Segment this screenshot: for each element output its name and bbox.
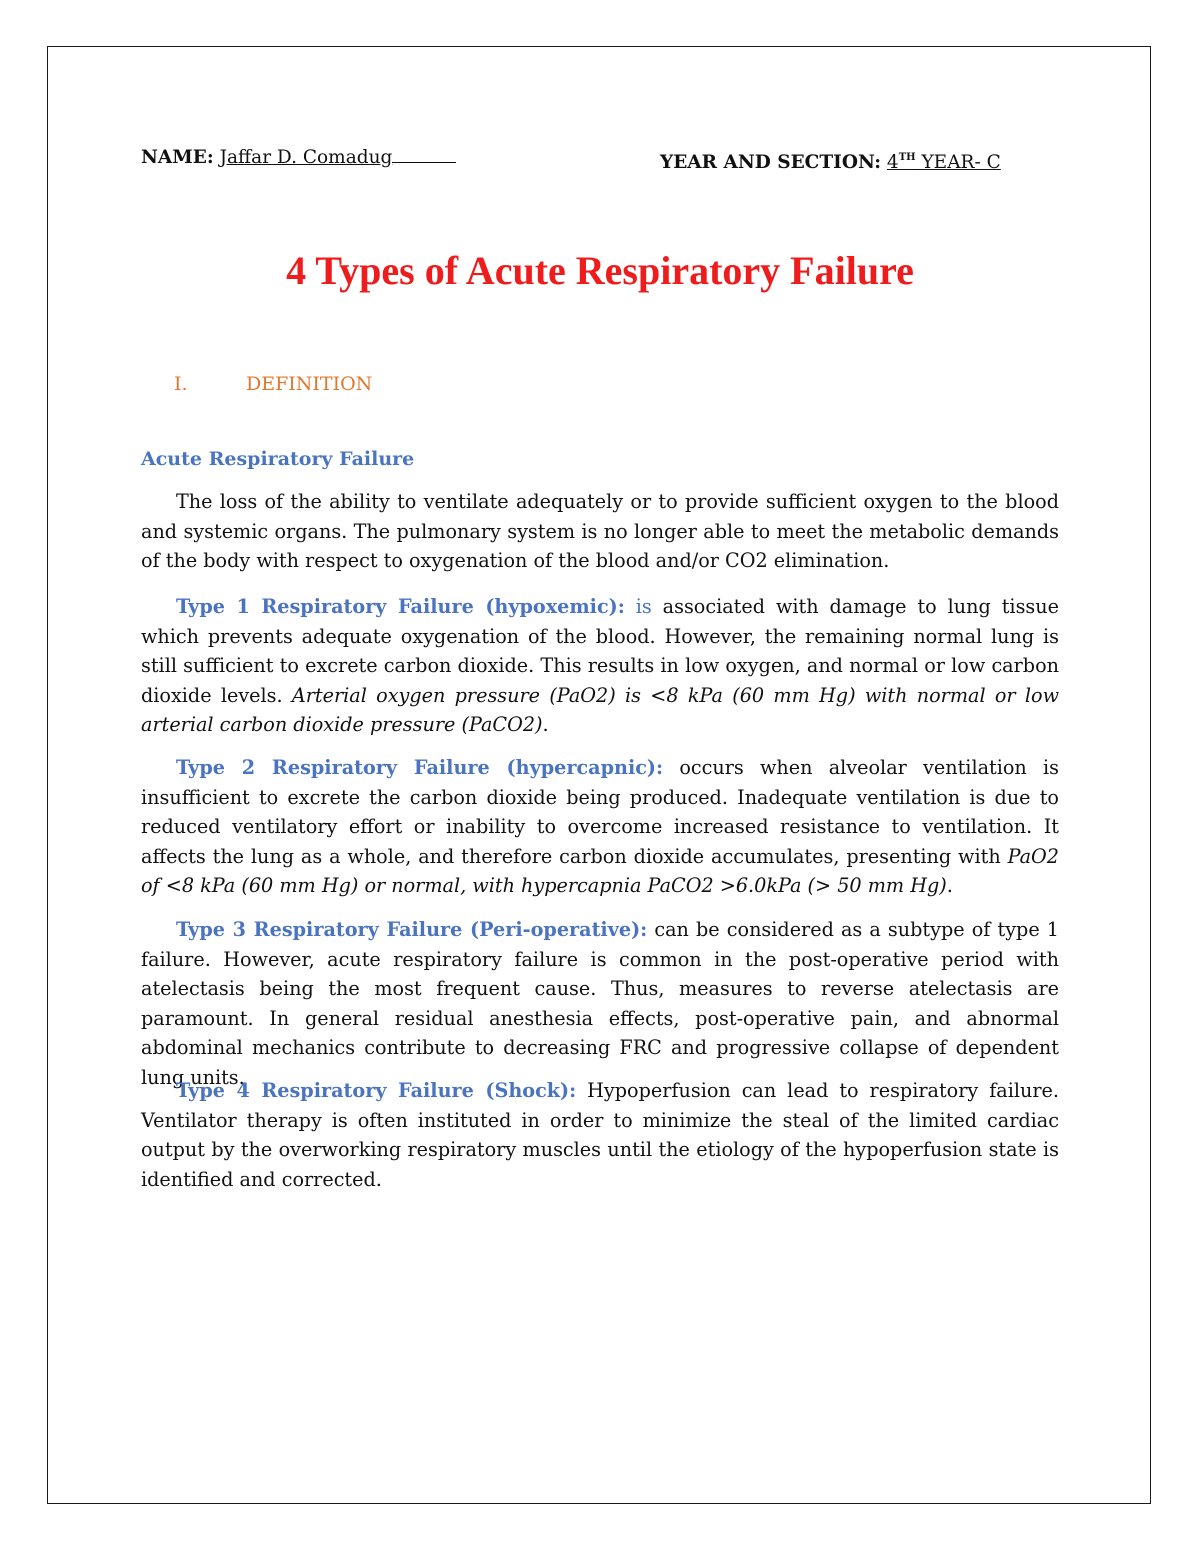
type-4-paragraph — [141, 1076, 1059, 1194]
type-1-tail: . — [542, 713, 549, 736]
name-label: NAME: — [141, 147, 214, 168]
definition-paragraph — [141, 487, 1059, 576]
type-2-tail: . — [946, 874, 953, 897]
type-1-body: associated with damage to lung tissue which prevents adequate oxygenation of the blood. However, the remaining normal lung is still sufficient to excrete carbon dioxide. This results in low oxygen, and normal or low carbon dioxide levels. — [141, 595, 1059, 707]
type-1-italic: Arterial oxygen pressure (PaO2) is <8 kPa (60 mm Hg) with normal or low arterial carbon dioxide pressure (PaCO2) — [141, 683, 1059, 736]
type-3-paragraph — [141, 915, 1059, 1092]
type-2-body: occurs when alveolar ventilation is insufficient to excrete the carbon dioxide being produced. Inadequate ventilation is due to reduced ventilatory effort or inability to overcome increased resistance to ventilation. It affects the lung as a whole, and therefore carbon dioxide accumulates, presenting with — [141, 756, 1060, 868]
type-1-heading: Type 1 Respiratory Failure (hypoxemic): — [176, 595, 625, 618]
year-number: 4 — [886, 152, 899, 173]
year-rest: YEAR- C — [915, 152, 1001, 173]
type-3-heading: Type 3 Respiratory Failure (Peri-operative): — [176, 918, 648, 941]
page-title: 4 Types of Acute Respiratory Failure — [286, 248, 914, 293]
definition-text: The loss of the ability to ventilate adequately or to provide sufficient oxygen to the blood and systemic organs. The pulmonary system is no longer able to meet the metabolic demands of the body with respect to oxygenation of the blood and/or CO2 elimination. — [141, 490, 1059, 572]
name-field — [141, 143, 456, 173]
type-4-heading: Type 4 Respiratory Failure (Shock): — [176, 1079, 577, 1102]
year-superscript: TH — [898, 152, 916, 163]
type-2-paragraph — [141, 753, 1059, 901]
section-heading — [174, 370, 372, 400]
year-section-field — [660, 143, 1001, 178]
subheading: Acute Respiratory Failure — [141, 448, 415, 470]
type-2-italic: PaO2 of <8 kPa (60 mm Hg) or normal, with hypercapnia PaCO2 >6.0kPa (> 50 mm Hg) — [141, 844, 1059, 897]
year-value — [887, 152, 1001, 173]
type-2-heading: Type 2 Respiratory Failure (hypercapnic): — [176, 756, 664, 779]
header-row — [141, 143, 1059, 173]
name-underline — [392, 143, 456, 163]
type-4-body: Hypoperfusion can lead to respiratory failure. Ventilator therapy is often instituted in order to minimize the steal of the limited cardiac output by the overworking respiratory muscles until the etiology of the hypoperfusion state is identified and corrected. — [141, 1079, 1059, 1191]
type-1-lead: is — [624, 595, 652, 618]
type-3-body: can be considered as a subtype of type 1 failure. However, acute respiratory failure is common in the post-operative period with atelectasis being the most frequent cause. Thus, measures to reverse atelectasis are paramount. In general residual anesthesia effects, post-operative pain, and abnormal abdominal mechanics contribute to decreasing FRC and progressive collapse of dependent lung units. — [141, 918, 1059, 1089]
section-label: DEFINITION — [246, 373, 373, 395]
year-label: YEAR AND SECTION: — [660, 152, 882, 173]
section-number: I. — [174, 373, 188, 395]
type-1-paragraph — [141, 592, 1059, 740]
name-value: Jaffar D. Comadug — [219, 147, 393, 168]
